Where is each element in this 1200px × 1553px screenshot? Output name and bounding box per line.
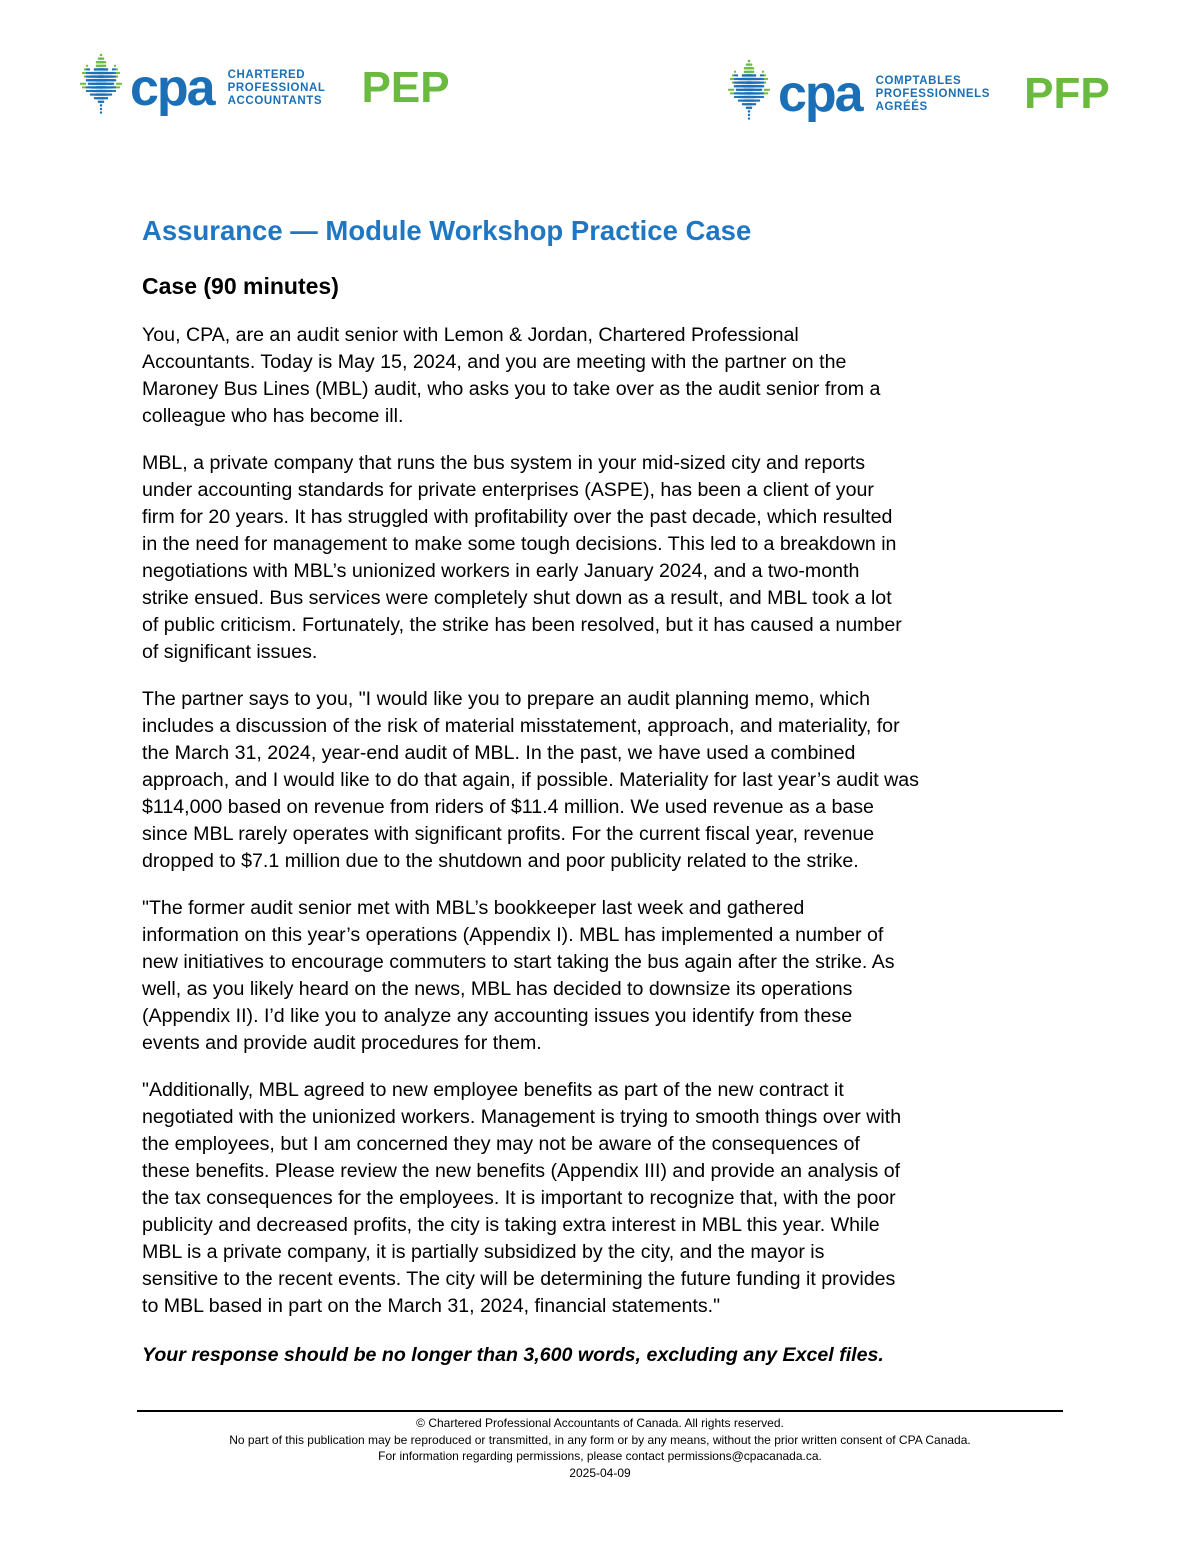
- word-limit-note: Your response should be no longer than 3,600 words, excluding any Excel files.: [142, 1344, 884, 1366]
- paragraph-line: MBL is a private company, it is partially subsidized by the city, and the mayor is: [142, 1241, 825, 1263]
- paragraph-line: strike ensued. Bus services were completely shut down as a result, and MBL took a lot: [142, 587, 892, 609]
- paragraph-line: the March 31, 2024, year-end audit of MBL. In the past, we have used a combined: [142, 742, 856, 764]
- footer-line: For information regarding permissions, please contact permissions@cpacanada.ca.: [378, 1449, 822, 1463]
- leaf-dot: [84, 68, 86, 70]
- leaf-dot: [762, 96, 764, 98]
- cpa-descriptor-line: PROFESSIONAL: [227, 81, 326, 94]
- leaf-dot: [748, 60, 751, 63]
- paragraph-line: "Additionally, MBL agreed to new employee benefits as part of the new contract it: [142, 1079, 844, 1101]
- leaf-dot: [758, 99, 760, 101]
- leaf-dot: [760, 96, 762, 98]
- leaf-dot: [116, 75, 118, 77]
- leaf-dot: [114, 72, 116, 74]
- leaf-dot: [754, 103, 756, 105]
- leaf-dot: [766, 89, 768, 91]
- cpa-descriptor: [228, 69, 326, 108]
- leaf-dot: [750, 63, 753, 66]
- leaf-dot: [754, 74, 757, 77]
- leaf-dot: [116, 68, 118, 70]
- leaf-dot: [750, 107, 753, 110]
- leaf-dot: [114, 90, 116, 92]
- paragraph-line: (Appendix II). I’d like you to analyze any accounting issues you identify from these: [142, 1005, 853, 1027]
- leaf-dot: [764, 92, 766, 94]
- leaf-dot: [762, 71, 764, 73]
- paragraph-line: colleague who has become ill.: [142, 405, 404, 427]
- leaf-dot: [734, 96, 736, 98]
- leaf-dot: [764, 81, 766, 83]
- leaf-dot: [748, 114, 750, 116]
- leaf-dot: [732, 92, 734, 94]
- leaf-dot: [762, 92, 764, 94]
- leaf-dot: [86, 68, 88, 70]
- leaf-dot: [752, 71, 755, 74]
- leaf-dot: [730, 78, 732, 80]
- leaf-dot: [116, 83, 118, 85]
- case-paragraph: [142, 895, 1072, 1057]
- leaf-dot: [100, 104, 103, 107]
- paragraph-line: MBL, a private company that runs the bus system in your mid-sized city and reports: [142, 452, 866, 474]
- cpa-wordmark: cpa: [130, 59, 214, 117]
- leaf-dot: [732, 78, 734, 80]
- leaf-dot: [760, 89, 763, 92]
- leaf-dot: [84, 72, 86, 74]
- leaf-dot: [730, 92, 732, 94]
- leaf-dot: [86, 90, 88, 92]
- leaf-dot: [764, 74, 766, 76]
- cpa-wordmark: cpa: [778, 65, 862, 123]
- leaf-dot: [748, 110, 751, 113]
- leaf-dot: [114, 86, 116, 88]
- leaf-dot: [82, 72, 84, 74]
- leaf-dot: [736, 74, 738, 76]
- cpa-descriptor-line: COMPTABLES: [875, 74, 962, 87]
- leaf-dot: [766, 78, 768, 80]
- leaf-dot: [764, 89, 766, 91]
- paragraph-line: new initiatives to encourage commuters to start taking the bus again after the strike. As: [142, 951, 895, 973]
- paragraph-line: the employees, but I am concerned they may not be aware of the consequences of: [142, 1133, 860, 1155]
- paragraph-line: of significant issues.: [142, 641, 318, 663]
- paragraph-line: You, CPA, are an audit senior with Lemon & Jordan, Chartered Professional: [142, 324, 799, 346]
- leaf-dot: [116, 72, 118, 74]
- leaf-dot: [110, 93, 112, 95]
- paragraph-line: the tax consequences for the employees. It is important to recognize that, with the poor: [142, 1187, 896, 1209]
- cpa-descriptor-line: CHARTERED: [227, 68, 306, 81]
- leaf-dot: [762, 78, 764, 80]
- leaf-dot: [88, 68, 90, 70]
- cpa-descriptor-line: AGRÉÉS: [875, 100, 928, 113]
- leaf-dot: [766, 92, 768, 94]
- cpa-descriptor-line: PROFESSIONNELS: [875, 87, 991, 100]
- leaf-dot: [104, 61, 107, 64]
- leaf-dot: [100, 111, 102, 113]
- paragraph-line: Accountants. Today is May 15, 2024, and you are meeting with the partner on the: [142, 351, 847, 373]
- maple-leaf-icon: [78, 52, 124, 116]
- leaf-dot: [732, 74, 734, 76]
- leaf-dot: [82, 83, 84, 85]
- leaf-dot: [728, 89, 730, 91]
- maple-leaf-icon: [726, 58, 772, 122]
- case-content: [142, 212, 1072, 1369]
- footer-line: © Chartered Professional Accountants of Canada. All rights reserved.: [416, 1416, 784, 1430]
- leaf-dot: [114, 79, 117, 82]
- paragraph-line: negotiated with the unionized workers. Management is trying to smooth things over with: [142, 1106, 902, 1128]
- leaf-dot: [100, 54, 103, 57]
- paragraph-line: dropped to $7.1 million due to the shutdown and poor publicity related to the strike.: [142, 850, 859, 872]
- paragraph-line: approach, and I would like to do that again, if possible. Materiality for last year’s audit was: [142, 769, 919, 791]
- leaf-dot: [112, 83, 115, 86]
- paragraph-line: Maroney Bus Lines (MBL) audit, who asks you to take over as the audit senior from a: [142, 378, 881, 400]
- case-body: [142, 322, 1072, 1320]
- leaf-dot: [82, 86, 84, 88]
- leaf-dot: [114, 65, 116, 67]
- paragraph-line: negotiations with MBL’s unionized workers in early January 2024, and a two-month: [142, 560, 860, 582]
- leaf-dot: [84, 83, 86, 85]
- program-label: PFP: [1024, 69, 1110, 118]
- case-paragraph: [142, 322, 1072, 430]
- leaf-dot: [102, 57, 105, 60]
- paragraph-line: sensitive to the recent events. The city will be determining the future funding it provides: [142, 1268, 896, 1290]
- leaf-dot: [104, 65, 107, 68]
- paragraph-line: includes a discussion of the risk of material misstatement, approach, and materiality, for: [142, 715, 900, 737]
- leaf-dot: [760, 74, 762, 76]
- paragraph-line: under accounting standards for private enterprises (ASPE), has been a client of your: [142, 479, 874, 501]
- paragraph-line: publicity and decreased profits, the city is taking extra interest in MBL this year. While: [142, 1214, 880, 1236]
- leaf-dot: [752, 67, 755, 70]
- leaf-dot: [106, 97, 108, 99]
- case-paragraph: [142, 1077, 1072, 1320]
- paragraph-line: to MBL based in part on the March 31, 2024, financial statements.": [142, 1295, 721, 1317]
- leaf-dot: [118, 72, 120, 74]
- paragraph-line: these benefits. Please review the new benefits (Appendix III) and provide an analysis of: [142, 1160, 901, 1182]
- leaf-dot: [112, 90, 114, 92]
- paragraph-line: $114,000 based on revenue from riders of $11.4 million. We used revenue as a base: [142, 796, 874, 818]
- leaf-dot: [748, 117, 750, 119]
- cpa-descriptor-line: ACCOUNTANTS: [227, 94, 323, 107]
- cpa-descriptor: [876, 75, 990, 114]
- case-paragraph: [142, 450, 1072, 666]
- leaf-dot: [730, 89, 732, 91]
- page-title: Assurance — Module Workshop Practice Case: [142, 215, 752, 246]
- leaf-dot: [116, 86, 118, 88]
- leaf-dot: [114, 68, 116, 70]
- leaf-dot: [106, 68, 109, 71]
- leaf-dot: [734, 74, 736, 76]
- cpa-logo-french: [726, 58, 1110, 122]
- footer-date: 2025-04-09: [569, 1465, 631, 1480]
- paragraph-line: events and provide audit procedures for them.: [142, 1032, 542, 1054]
- footer-line: No part of this publication may be reproduced or transmitted, in any form or by any means, without the prior written consent of CPA Canada.: [229, 1432, 971, 1447]
- leaf-dot: [768, 89, 770, 91]
- leaf-dot: [118, 83, 120, 85]
- paragraph-line: "The former audit senior met with MBL’s bookkeeper last week and gathered: [142, 897, 805, 919]
- leaf-dot: [762, 85, 765, 88]
- leaf-dot: [762, 74, 764, 76]
- paragraph-line: information on this year’s operations (Appendix I). MBL has implemented a number of: [142, 924, 884, 946]
- paragraph-line: since MBL rarely operates with significant profits. For the current fiscal year, revenue: [142, 823, 875, 845]
- paragraph-line: The partner says to you, "I would like you to prepare an audit planning memo, which: [142, 688, 870, 710]
- case-subtitle: Case (90 minutes): [142, 273, 339, 299]
- leaf-dot: [112, 68, 114, 70]
- leaf-dot: [734, 71, 736, 73]
- footer-divider: [137, 1410, 1063, 1412]
- copyright-footer: [137, 1415, 1063, 1481]
- program-label: PEP: [361, 63, 450, 112]
- paragraph-line: of public criticism. Fortunately, the strike has been resolved, but it has caused a number: [142, 614, 902, 636]
- leaf-dot: [118, 86, 120, 88]
- cpa-logo-english: [78, 52, 450, 116]
- leaf-dot: [102, 101, 105, 104]
- leaf-dot: [732, 89, 734, 91]
- leaf-dot: [764, 78, 766, 80]
- paragraph-line: well, as you likely heard on the news, MBL has decided to downsize its operations: [142, 978, 853, 1000]
- case-paragraph: [142, 686, 1072, 875]
- leaf-dot: [84, 86, 86, 88]
- paragraph-line: in the need for management to make some tough decisions. This led to a breakdown in: [142, 533, 897, 555]
- paragraph-line: firm for 20 years. It has struggled with profitability over the past decade, which resulted: [142, 506, 893, 528]
- leaf-dot: [86, 65, 88, 67]
- leaf-dot: [100, 108, 102, 110]
- leaf-dot: [120, 83, 122, 85]
- leaf-dot: [80, 83, 82, 85]
